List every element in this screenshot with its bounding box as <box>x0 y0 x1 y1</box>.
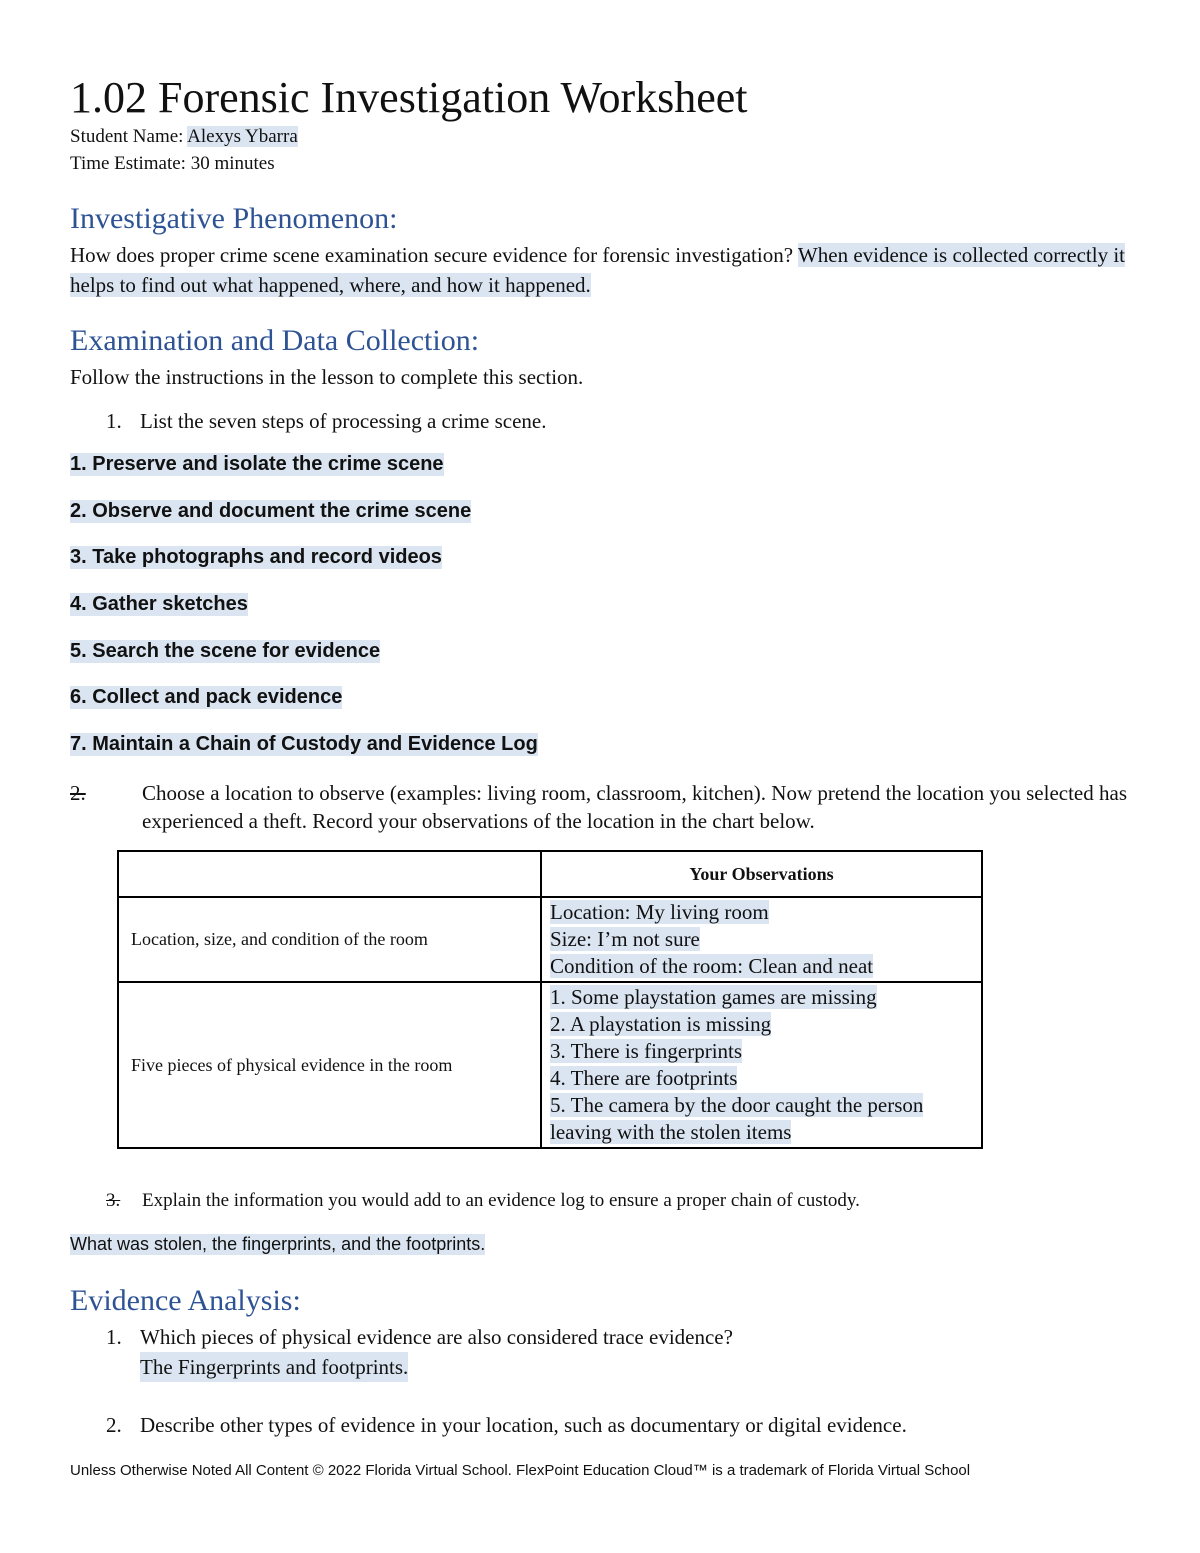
question-number: 2. <box>106 1413 122 1437</box>
analysis-question-1-answer: The Fingerprints and footprints. <box>140 1352 408 1382</box>
question-number: 1. <box>106 1325 122 1349</box>
phenomenon-question: How does proper crime scene examination secure evidence for forensic investigation? <box>70 243 794 267</box>
question-text: Which pieces of physical evidence are also considered trace evidence? <box>140 1325 733 1349</box>
observation-cell <box>541 982 982 1148</box>
question-text: Describe other types of evidence in your location, such as documentary or digital evidence. <box>140 1413 907 1437</box>
table-header-cell: Your Observations <box>541 851 982 897</box>
question-text: Explain the information you would add to an evidence log to ensure a proper chain of custody. <box>142 1190 860 1211</box>
section-heading-phenomenon: Investigative Phenomenon: <box>70 202 398 235</box>
question-3-answer: What was stolen, the fingerprints, and the footprints. <box>70 1234 486 1254</box>
observation-line: 2. A playstation is missing <box>550 1012 772 1036</box>
observation-line: 3. There is fingerprints <box>550 1039 743 1063</box>
row-label: Five pieces of physical evidence in the room <box>118 982 541 1148</box>
table-row <box>118 982 982 1148</box>
table-header-row <box>118 851 982 897</box>
student-name-label: Student Name: <box>70 126 184 147</box>
time-estimate-value: 30 minutes <box>190 153 275 174</box>
question-number: 2. <box>70 781 86 805</box>
analysis-question-1 <box>106 1322 733 1352</box>
observation-line: leaving with the stolen items <box>550 1120 792 1144</box>
page-title: 1.02 Forensic Investigation Worksheet <box>70 73 748 122</box>
section-heading-analysis: Evidence Analysis: <box>70 1284 301 1317</box>
observation-line: 1. Some playstation games are missing <box>550 985 877 1009</box>
phenomenon-answer: When evidence is collected correctly it helps to find out what happened, where, and how it happened. <box>70 243 1126 297</box>
examination-intro: Follow the instructions in the lesson to complete this section. <box>70 365 584 389</box>
step-item: 5. Search the scene for evidence <box>70 640 381 662</box>
time-estimate-line <box>70 153 275 175</box>
observation-line: 4. There are footprints <box>550 1066 738 1090</box>
step-item: 1. Preserve and isolate the crime scene <box>70 453 444 475</box>
analysis-question-2 <box>106 1410 907 1440</box>
observation-line: 5. The camera by the door caught the person <box>550 1093 924 1117</box>
student-name-value: Alexys Ybarra <box>187 126 298 147</box>
question-3 <box>106 1190 860 1212</box>
observations-table <box>117 850 983 1149</box>
step-item: 7. Maintain a Chain of Custody and Evidence Log <box>70 733 538 755</box>
observation-line: Condition of the room: Clean and neat <box>550 954 874 978</box>
table-header-cell <box>118 851 541 897</box>
question-number: 1. <box>106 409 122 433</box>
row-label: Location, size, and condition of the room <box>118 897 541 982</box>
question-2 <box>70 779 1182 835</box>
step-item: 4. Gather sketches <box>70 593 248 615</box>
question-text: List the seven steps of processing a crime scene. <box>140 409 547 433</box>
question-text: Choose a location to observe (examples: living room, classroom, kitchen). Now pretend the location you selected has experienced a theft. Record your observations of the location in the chart below. <box>142 781 1127 833</box>
step-item: 6. Collect and pack evidence <box>70 686 343 708</box>
time-estimate-label: Time Estimate: <box>70 153 186 174</box>
student-name-line <box>70 126 298 148</box>
observation-line: Size: I’m not sure <box>550 927 700 951</box>
phenomenon-paragraph <box>70 240 1130 300</box>
step-item: 2. Observe and document the crime scene <box>70 500 472 522</box>
question-1 <box>106 406 546 436</box>
section-heading-examination: Examination and Data Collection: <box>70 324 480 357</box>
table-row <box>118 897 982 982</box>
footer-copyright: Unless Otherwise Noted All Content © 2022 Florida Virtual School. FlexPoint Education Cloud™ is a trademark of Florida Virtual School <box>70 1462 971 1479</box>
observation-line: Location: My living room <box>550 900 769 924</box>
observation-cell <box>541 897 982 982</box>
question-number: 3. <box>106 1190 121 1211</box>
step-item: 3. Take photographs and record videos <box>70 546 442 568</box>
